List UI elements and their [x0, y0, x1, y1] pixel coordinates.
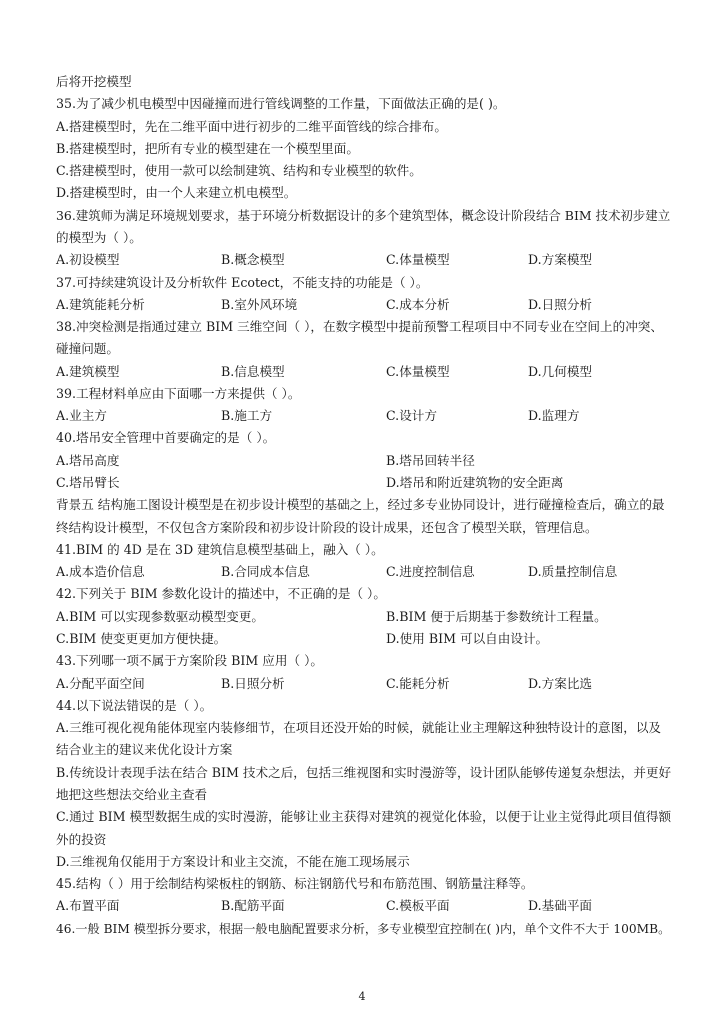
text-line: B.传统设计表现手法在结合 BIM 技术之后，包括三维视图和实时漫游等，设计团队能够传递复杂想法，并更好 — [56, 764, 672, 780]
answer-option: B.室外风环境 — [221, 296, 298, 312]
text-line: B.搭建模型时，把所有专业的模型建在一个模型里面。 — [56, 140, 359, 156]
answer-option: C.成本分析 — [386, 296, 450, 312]
answer-option: C.能耗分析 — [386, 675, 450, 691]
answer-option: B.合同成本信息 — [221, 564, 310, 580]
text-line: 41.BIM 的 4D 是在 3D 建筑信息模型基础上，融入（ ）。 — [56, 541, 384, 557]
answer-option: C.体量模型 — [386, 363, 450, 379]
answer-option: B.概念模型 — [221, 252, 285, 268]
answer-option: A.布置平面 — [56, 898, 120, 914]
answer-option: B.配筋平面 — [221, 898, 285, 914]
text-line: 46.一般 BIM 模型拆分要求，根据一般电脑配置要求分析，多专业模型宜控制在( )内，单个文件不大于 100MB。 — [56, 921, 671, 936]
text-line: 39.工程材料单应由下面哪一方来提供（ ）。 — [56, 385, 301, 401]
answer-option: D.基础平面 — [528, 898, 593, 914]
answer-option: D.塔吊和附近建筑物的安全距离 — [386, 475, 564, 491]
answer-option: C.塔吊臂长 — [56, 475, 120, 491]
answer-option: A.建筑模型 — [56, 363, 120, 379]
answer-option: A.初设模型 — [56, 252, 120, 268]
text-line: C.通过 BIM 模型数据生成的实时漫游，能够让业主获得对建筑的视觉化体验，以便于让业主觉得此项目值得额 — [56, 809, 672, 825]
answer-option: C.BIM 使变更更加方便快捷。 — [56, 631, 227, 646]
text-line: 终结构设计模型，不仅包含方案阶段和初步设计阶段的设计成果，还包含了模型关联，管理信息。 — [56, 519, 598, 535]
text-line: 40.塔吊安全管理中首要确定的是（ ）。 — [56, 430, 276, 446]
text-line: A.三维可视化视角能体现室内装修细节，在项目还没开始的时候，就能让业主理解这种独特设计的意图，以及 — [56, 720, 662, 736]
answer-option: D.质量控制信息 — [528, 564, 618, 580]
text-line: 37.可持续建筑设计及分析软件 Ecotect，不能支持的功能是（ ）。 — [56, 274, 429, 290]
answer-option: D.方案比选 — [528, 675, 593, 691]
text-line: A.搭建模型时，先在二维平面中进行初步的二维平面管线的综合排布。 — [56, 118, 447, 134]
text-line: 43.下列哪一项不属于方案阶段 BIM 应用（ ）。 — [56, 653, 323, 669]
answer-option: D.几何模型 — [528, 363, 593, 379]
answer-option: A.业主方 — [56, 408, 107, 424]
answer-option: A.塔吊高度 — [56, 452, 120, 468]
answer-option: D.监理方 — [528, 408, 580, 424]
text-line: 碰撞问题。 — [56, 341, 119, 357]
text-line: 地把这些想法交给业主查看 — [56, 786, 208, 802]
answer-option: B.塔吊回转半径 — [386, 452, 475, 468]
answer-option: D.使用 BIM 可以自由设计。 — [386, 631, 549, 646]
text-line: 38.冲突检测是指通过建立 BIM 三维空间（ ），在数字模型中提前预警工程项目中不同专业在空间上的冲突、 — [56, 319, 663, 335]
text-line: 36.建筑师为满足环境规划要求，基于环境分析数据设计的多个建筑型体，概念设计阶段结合 BIM 技术初步建立 — [56, 207, 671, 223]
text-line: D.三维视角仅能用于方案设计和业主交流，不能在施工现场展示 — [56, 853, 410, 869]
answer-option: D.方案模型 — [528, 252, 593, 268]
text-line: 外的投资 — [56, 831, 107, 847]
text-line: D.搭建模型时，由一个人来建立机电模型。 — [56, 185, 297, 201]
text-line: 背景五 结构施工图设计模型是在初步设计模型的基础之上，经过多专业协同设计，进行碰撞检查后，确立的最 — [56, 497, 665, 513]
text-line: 42.下列关于 BIM 参数化设计的描述中，不正确的是（ ）。 — [56, 586, 386, 602]
text-line: 结合业主的建议来优化设计方案 — [56, 742, 233, 758]
page-number: 4 — [358, 990, 366, 1003]
answer-option: C.体量模型 — [386, 252, 450, 268]
text-line: C.搭建模型时，使用一款可以绘制建筑、结构和专业模型的软件。 — [56, 163, 422, 179]
answer-option: B.信息模型 — [221, 363, 285, 379]
text-line: 45.结构（ ）用于绘制结构梁板柱的钢筋、标注钢筋代号和布筋范围、钢筋量注释等。 — [56, 876, 534, 892]
answer-option: C.模板平面 — [386, 898, 450, 914]
answer-option: C.设计方 — [386, 408, 437, 424]
text-line: 的模型为（ ）。 — [56, 229, 142, 245]
answer-option: D.日照分析 — [528, 296, 593, 312]
text-line: 后将开挖模型 — [56, 74, 132, 89]
answer-option: A.成本造价信息 — [56, 564, 145, 580]
answer-option: A.建筑能耗分析 — [56, 296, 145, 312]
answer-option: B.施工方 — [221, 408, 273, 424]
answer-option: A.分配平面空间 — [56, 675, 145, 691]
text-line: 35.为了减少机电模型中因碰撞而进行管线调整的工作量，下面做法正确的是( )。 — [56, 96, 506, 112]
answer-option: A.BIM 可以实现参数驱动模型变更。 — [56, 608, 264, 624]
text-line: 44.以下说法错误的是（ ）。 — [56, 697, 213, 713]
answer-option: B.日照分析 — [221, 675, 285, 691]
answer-option: B.BIM 便于后期基于参数统计工程量。 — [386, 608, 607, 624]
answer-option: C.进度控制信息 — [386, 564, 475, 580]
